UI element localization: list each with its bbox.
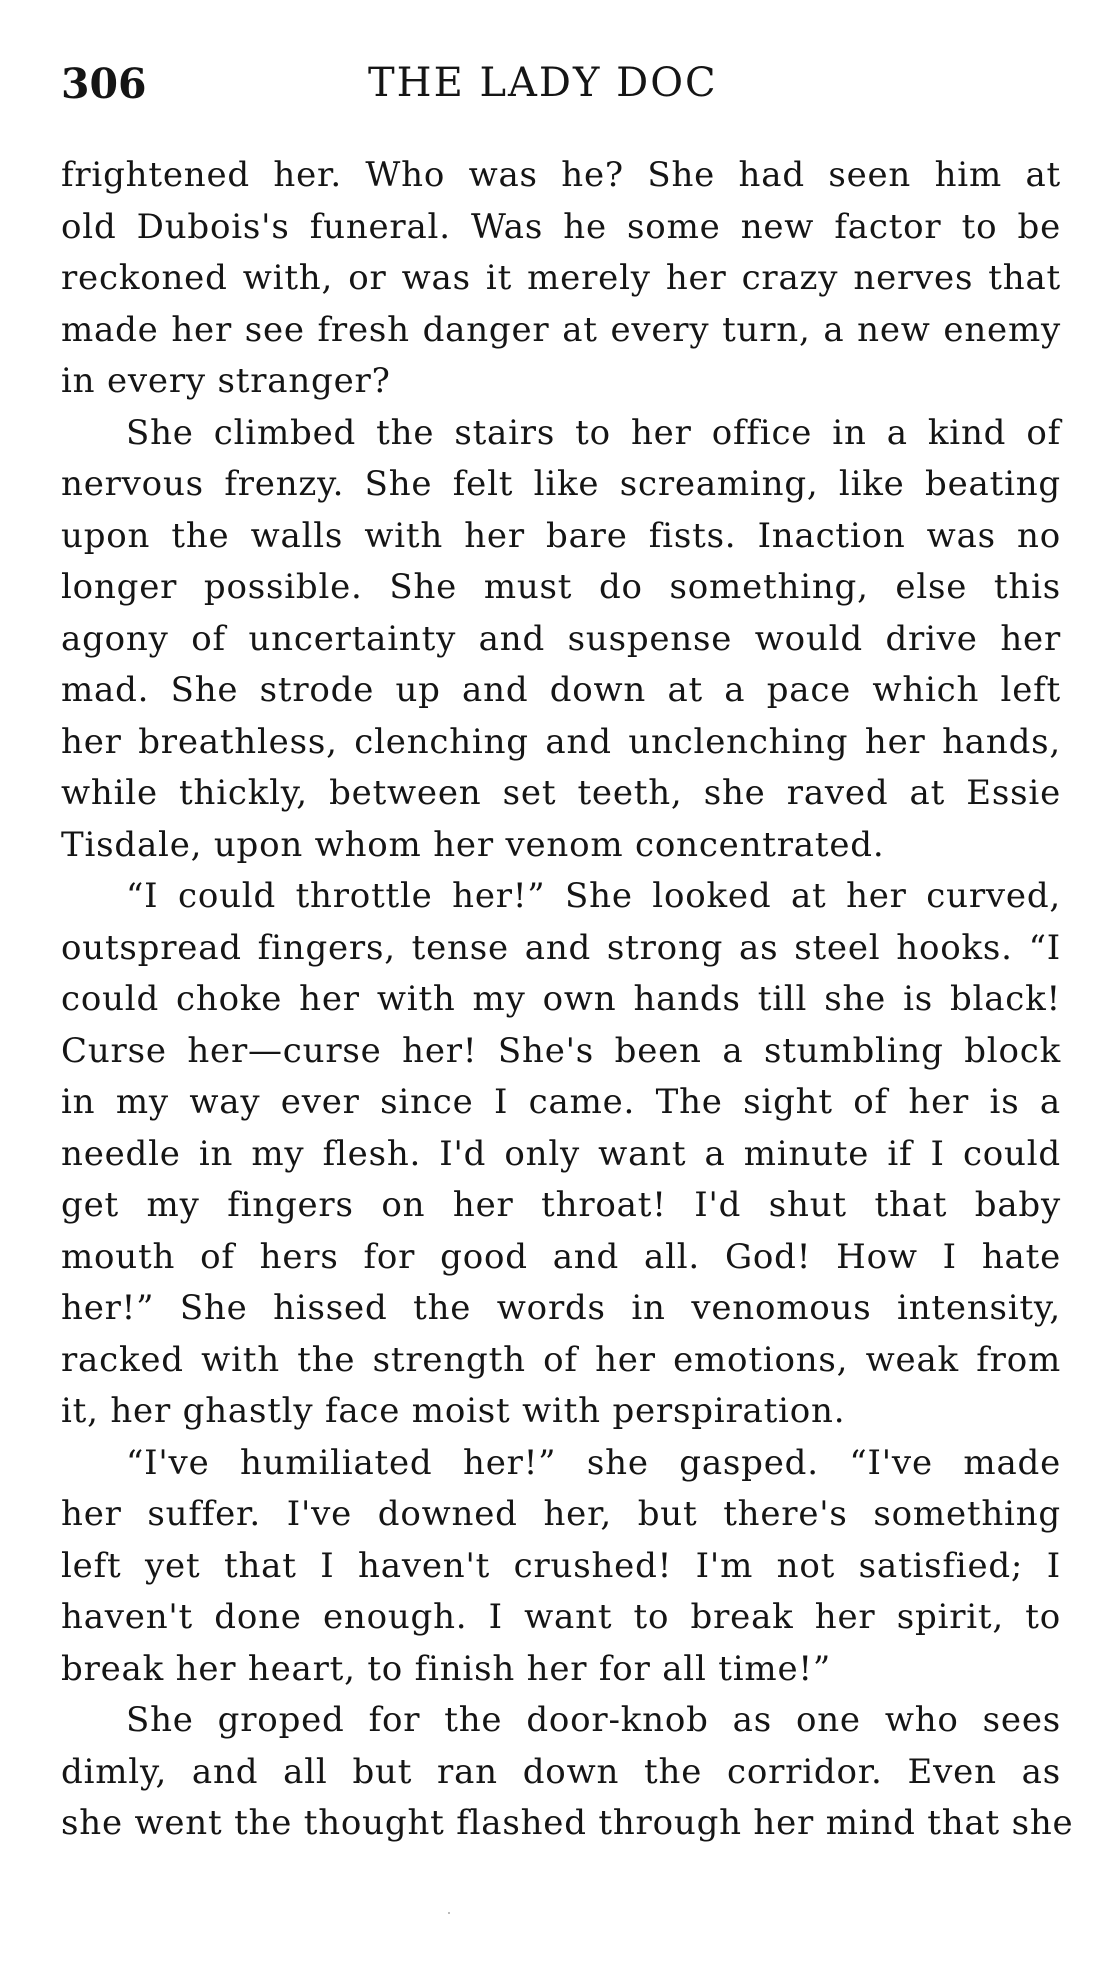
- page-number: 306: [61, 60, 147, 108]
- text-line: in my way ever since I came. The sight of her is a: [61, 1082, 1061, 1122]
- text-line: haven't done enough. I want to break her spirit, to: [61, 1597, 1061, 1637]
- paragraph: [61, 1438, 1061, 1696]
- text-line: outspread fingers, tense and strong as steel hooks. “I: [61, 927, 1061, 968]
- text-line: “I've humiliated her!” she gasped. “I've made: [126, 1442, 1061, 1483]
- text-line: her suffer. I've downed her, but there's something: [61, 1494, 1061, 1534]
- text-line: She groped for the door-knob as one who sees: [126, 1700, 1061, 1740]
- text-line: frightened her. Who was he? She had seen him at: [61, 155, 1061, 195]
- text-line: racked with the strength of her emotions, weak from: [61, 1339, 1061, 1380]
- text-line: She climbed the stairs to her office in a kind of: [126, 412, 1061, 453]
- text-line: her!” She hissed the words in venomous intensity,: [61, 1288, 1061, 1328]
- text-line: get my fingers on her throat! I'd shut that baby: [61, 1185, 1061, 1225]
- text-line: in every stranger?: [61, 361, 391, 401]
- text-line: longer possible. She must do something, else this: [61, 567, 1061, 607]
- text-line: break her heart, to finish her for all time!”: [61, 1648, 832, 1689]
- text-line: while thickly, between set teeth, she raved at Essie: [61, 773, 1061, 813]
- page-header: [61, 60, 1061, 120]
- running-head: THE LADY DOC: [368, 60, 718, 106]
- text-line: needle in my flesh. I'd only want a minute if I could: [61, 1133, 1061, 1174]
- text-line: nervous frenzy. She felt like screaming, like beating: [61, 464, 1061, 504]
- paragraph: [61, 871, 1061, 1438]
- text-line: old Dubois's funeral. Was he some new factor to be: [61, 206, 1061, 247]
- text-line: mouth of hers for good and all. God! How I hate: [61, 1236, 1061, 1277]
- text-line: could choke her with my own hands till she is black!: [61, 979, 1061, 1019]
- print-speck: [448, 1912, 450, 1914]
- paragraph: [61, 1695, 1074, 1850]
- body-text: [61, 150, 1074, 1850]
- text-line: dimly, and all but ran down the corridor. Even as: [61, 1751, 1061, 1792]
- text-line: mad. She strode up and down at a pace which left: [61, 670, 1061, 710]
- text-line: her breathless, clenching and unclenching her hands,: [61, 721, 1061, 762]
- paragraph: [61, 408, 1061, 872]
- text-line: reckoned with, or was it merely her crazy nerves that: [61, 258, 1061, 298]
- text-line: Tisdale, upon whom her venom concentrated.: [61, 824, 885, 865]
- text-line: “I could throttle her!” She looked at her curved,: [126, 876, 1061, 916]
- text-line: upon the walls with her bare fists. Inaction was no: [61, 515, 1061, 556]
- text-line: made her see fresh danger at every turn, a new enemy: [61, 309, 1061, 350]
- text-line: she went the thought flashed through her mind that she: [61, 1803, 1074, 1843]
- text-line: it, her ghastly face moist with perspiration.: [61, 1391, 846, 1431]
- paragraph: [61, 150, 1061, 408]
- text-line: agony of uncertainty and suspense would drive her: [61, 618, 1061, 659]
- text-line: Curse her—curse her! She's been a stumbling block: [61, 1030, 1061, 1071]
- text-line: left yet that I haven't crushed! I'm not satisfied; I: [61, 1545, 1061, 1586]
